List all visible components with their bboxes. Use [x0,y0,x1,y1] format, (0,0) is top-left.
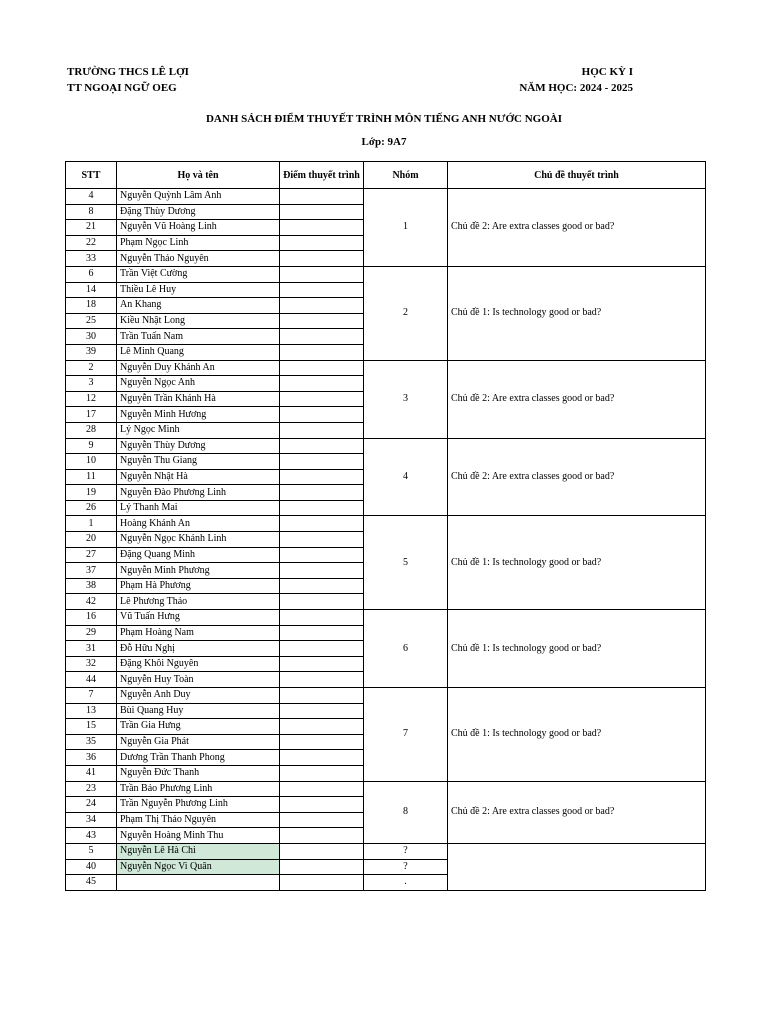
score-cell[interactable] [280,532,364,548]
name-cell: Bùi Quang Huy [117,703,280,719]
score-cell[interactable] [280,859,364,875]
stt-cell: 16 [66,610,117,626]
name-cell: Nguyễn Duy Khánh An [117,360,280,376]
score-cell[interactable] [280,594,364,610]
name-cell: Trần Nguyễn Phương Linh [117,797,280,813]
name-cell: Nguyễn Vũ Hoàng Linh [117,220,280,236]
col-name: Họ và tên [117,162,280,189]
name-cell: Nguyễn Ngọc Vi Quân [117,859,280,875]
score-cell[interactable] [280,656,364,672]
stt-cell: 21 [66,220,117,236]
score-cell[interactable] [280,703,364,719]
stt-cell: 18 [66,298,117,314]
table-body [66,189,706,891]
name-cell: Nguyễn Đức Thanh [117,765,280,781]
stt-cell: 24 [66,797,117,813]
score-cell[interactable] [280,454,364,470]
score-cell[interactable] [280,719,364,735]
stt-cell: 10 [66,454,117,470]
score-cell[interactable] [280,438,364,454]
stt-cell: 39 [66,344,117,360]
score-cell[interactable] [280,578,364,594]
stt-cell: 11 [66,469,117,485]
score-cell[interactable] [280,189,364,205]
score-cell[interactable] [280,516,364,532]
name-cell [117,875,280,891]
stt-cell: 35 [66,734,117,750]
stt-cell: 6 [66,266,117,282]
stt-cell: 29 [66,625,117,641]
name-cell: Nguyễn Thùy Dương [117,438,280,454]
score-cell[interactable] [280,500,364,516]
col-group: Nhóm [364,162,448,189]
score-cell[interactable] [280,688,364,704]
name-cell: Nguyễn Thu Giang [117,454,280,470]
stt-cell: 44 [66,672,117,688]
name-cell: Nguyễn Trần Khánh Hà [117,391,280,407]
name-cell: Nguyễn Nhật Hà [117,469,280,485]
topic-cell: Chủ đề 2: Are extra classes good or bad? [448,438,706,516]
score-cell[interactable] [280,797,364,813]
score-cell[interactable] [280,672,364,688]
score-cell[interactable] [280,329,364,345]
stt-cell: 26 [66,500,117,516]
name-cell: Phạm Hà Phương [117,578,280,594]
stt-cell: 22 [66,235,117,251]
name-cell: Lý Ngọc Minh [117,422,280,438]
stt-cell: 4 [66,189,117,205]
table-row [66,189,706,205]
table-row [66,688,706,704]
name-cell: Nguyễn Ngọc Anh [117,376,280,392]
stt-cell: 45 [66,875,117,891]
score-cell[interactable] [280,391,364,407]
name-cell: Dương Trần Thanh Phong [117,750,280,766]
group-cell: ? [364,843,448,859]
name-cell: Kiều Nhật Long [117,313,280,329]
stt-cell: 5 [66,843,117,859]
name-cell: Đặng Khôi Nguyên [117,656,280,672]
score-cell[interactable] [280,360,364,376]
name-cell: Phạm Hoàng Nam [117,625,280,641]
col-score: Điểm thuyết trình [280,162,364,189]
topic-cell: Chủ đề 1: Is technology good or bad? [448,688,706,782]
stt-cell: 32 [66,656,117,672]
table-row [66,438,706,454]
col-stt: STT [66,162,117,189]
name-cell: Thiều Lê Huy [117,282,280,298]
stt-cell: 17 [66,407,117,423]
stt-cell: 15 [66,719,117,735]
stt-cell: 3 [66,376,117,392]
name-cell: Hoàng Khánh An [117,516,280,532]
stt-cell: 9 [66,438,117,454]
name-cell: Đặng Thùy Dương [117,204,280,220]
name-cell: Nguyễn Hoàng Minh Thu [117,828,280,844]
score-cell[interactable] [280,781,364,797]
stt-cell: 38 [66,578,117,594]
stt-cell: 2 [66,360,117,376]
stt-cell: 23 [66,781,117,797]
group-cell: 4 [364,438,448,516]
stt-cell: 37 [66,563,117,579]
col-topic: Chủ đề thuyết trình [448,162,706,189]
stt-cell: 12 [66,391,117,407]
group-cell: . [364,875,448,891]
name-cell: Nguyễn Minh Hương [117,407,280,423]
score-cell[interactable] [280,313,364,329]
stt-cell: 40 [66,859,117,875]
name-cell: Vũ Tuấn Hưng [117,610,280,626]
score-table [65,161,706,891]
score-cell[interactable] [280,765,364,781]
class-label: Lớp: 9A7 [361,136,407,148]
name-cell: Nguyễn Đào Phương Linh [117,485,280,501]
stt-cell: 31 [66,641,117,657]
name-cell: Trần Việt Cường [117,266,280,282]
school-year: NĂM HỌC: 2024 - 2025 [519,82,633,94]
table-row [66,516,706,532]
group-cell: 7 [364,688,448,782]
topic-cell: Chủ đề 2: Are extra classes good or bad? [448,189,706,267]
score-cell[interactable] [280,734,364,750]
group-cell: 1 [364,189,448,267]
score-cell[interactable] [280,220,364,236]
name-cell: Nguyễn Lê Hà Chi [117,843,280,859]
name-cell: Nguyễn Gia Phát [117,734,280,750]
stt-cell: 28 [66,422,117,438]
topic-cell: Chủ đề 1: Is technology good or bad? [448,516,706,610]
score-cell[interactable] [280,282,364,298]
group-cell: ? [364,859,448,875]
document-title: DANH SÁCH ĐIỂM THUYẾT TRÌNH MÔN TIẾNG ANH NƯỚC NGOÀI [205,113,563,125]
name-cell: Nguyễn Ngọc Khánh Linh [117,532,280,548]
group-cell: 5 [364,516,448,610]
name-cell: Nguyễn Thảo Nguyên [117,251,280,267]
score-cell[interactable] [280,547,364,563]
name-cell: Đặng Quang Minh [117,547,280,563]
score-cell[interactable] [280,812,364,828]
score-cell[interactable] [280,875,364,891]
topic-cell [448,843,706,890]
score-cell[interactable] [280,625,364,641]
name-cell: Trần Bảo Phương Linh [117,781,280,797]
name-cell: Nguyễn Huy Toàn [117,672,280,688]
stt-cell: 36 [66,750,117,766]
name-cell: Phạm Ngọc Linh [117,235,280,251]
table-header-row [66,162,706,189]
score-cell[interactable] [280,641,364,657]
group-cell: 3 [364,360,448,438]
name-cell: Lê Phương Thảo [117,594,280,610]
table-row [66,610,706,626]
semester: HỌC KỲ I [581,66,633,78]
score-cell[interactable] [280,422,364,438]
table-row [66,781,706,797]
name-cell: Trần Tuấn Nam [117,329,280,345]
topic-cell: Chủ đề 1: Is technology good or bad? [448,266,706,360]
center-name: TT NGOẠI NGỮ OEG [67,82,177,94]
table-row [66,360,706,376]
group-cell: 2 [364,266,448,360]
score-cell[interactable] [280,266,364,282]
stt-cell: 19 [66,485,117,501]
stt-cell: 33 [66,251,117,267]
stt-cell: 42 [66,594,117,610]
name-cell: Nguyễn Quỳnh Lâm Anh [117,189,280,205]
score-cell[interactable] [280,750,364,766]
name-cell: Lê Minh Quang [117,344,280,360]
stt-cell: 34 [66,812,117,828]
stt-cell: 20 [66,532,117,548]
stt-cell: 1 [66,516,117,532]
score-cell[interactable] [280,376,364,392]
header-right [500,64,633,96]
name-cell: Đỗ Hữu Nghị [117,641,280,657]
score-cell[interactable] [280,469,364,485]
stt-cell: 43 [66,828,117,844]
topic-cell: Chủ đề 1: Is technology good or bad? [448,610,706,688]
group-cell: 8 [364,781,448,843]
stt-cell: 14 [66,282,117,298]
name-cell: Phạm Thị Thảo Nguyên [117,812,280,828]
stt-cell: 8 [66,204,117,220]
topic-cell: Chủ đề 2: Are extra classes good or bad? [448,781,706,843]
score-cell[interactable] [280,344,364,360]
table-row [66,266,706,282]
stt-cell: 30 [66,329,117,345]
school-name: TRƯỜNG THCS LÊ LỢI [67,66,189,78]
score-cell[interactable] [280,235,364,251]
stt-cell: 13 [66,703,117,719]
group-cell: 6 [364,610,448,688]
stt-cell: 41 [66,765,117,781]
name-cell: Trần Gia Hưng [117,719,280,735]
score-cell[interactable] [280,407,364,423]
header-left [67,64,189,96]
score-cell[interactable] [280,828,364,844]
score-cell[interactable] [280,610,364,626]
score-cell[interactable] [280,843,364,859]
table-row [66,843,706,859]
score-cell[interactable] [280,298,364,314]
score-cell[interactable] [280,204,364,220]
stt-cell: 25 [66,313,117,329]
score-cell[interactable] [280,563,364,579]
stt-cell: 7 [66,688,117,704]
name-cell: Nguyễn Minh Phương [117,563,280,579]
score-cell[interactable] [280,251,364,267]
topic-cell: Chủ đề 2: Are extra classes good or bad? [448,360,706,438]
name-cell: Lý Thanh Mai [117,500,280,516]
name-cell: An Khang [117,298,280,314]
stt-cell: 27 [66,547,117,563]
name-cell: Nguyễn Anh Duy [117,688,280,704]
score-cell[interactable] [280,485,364,501]
